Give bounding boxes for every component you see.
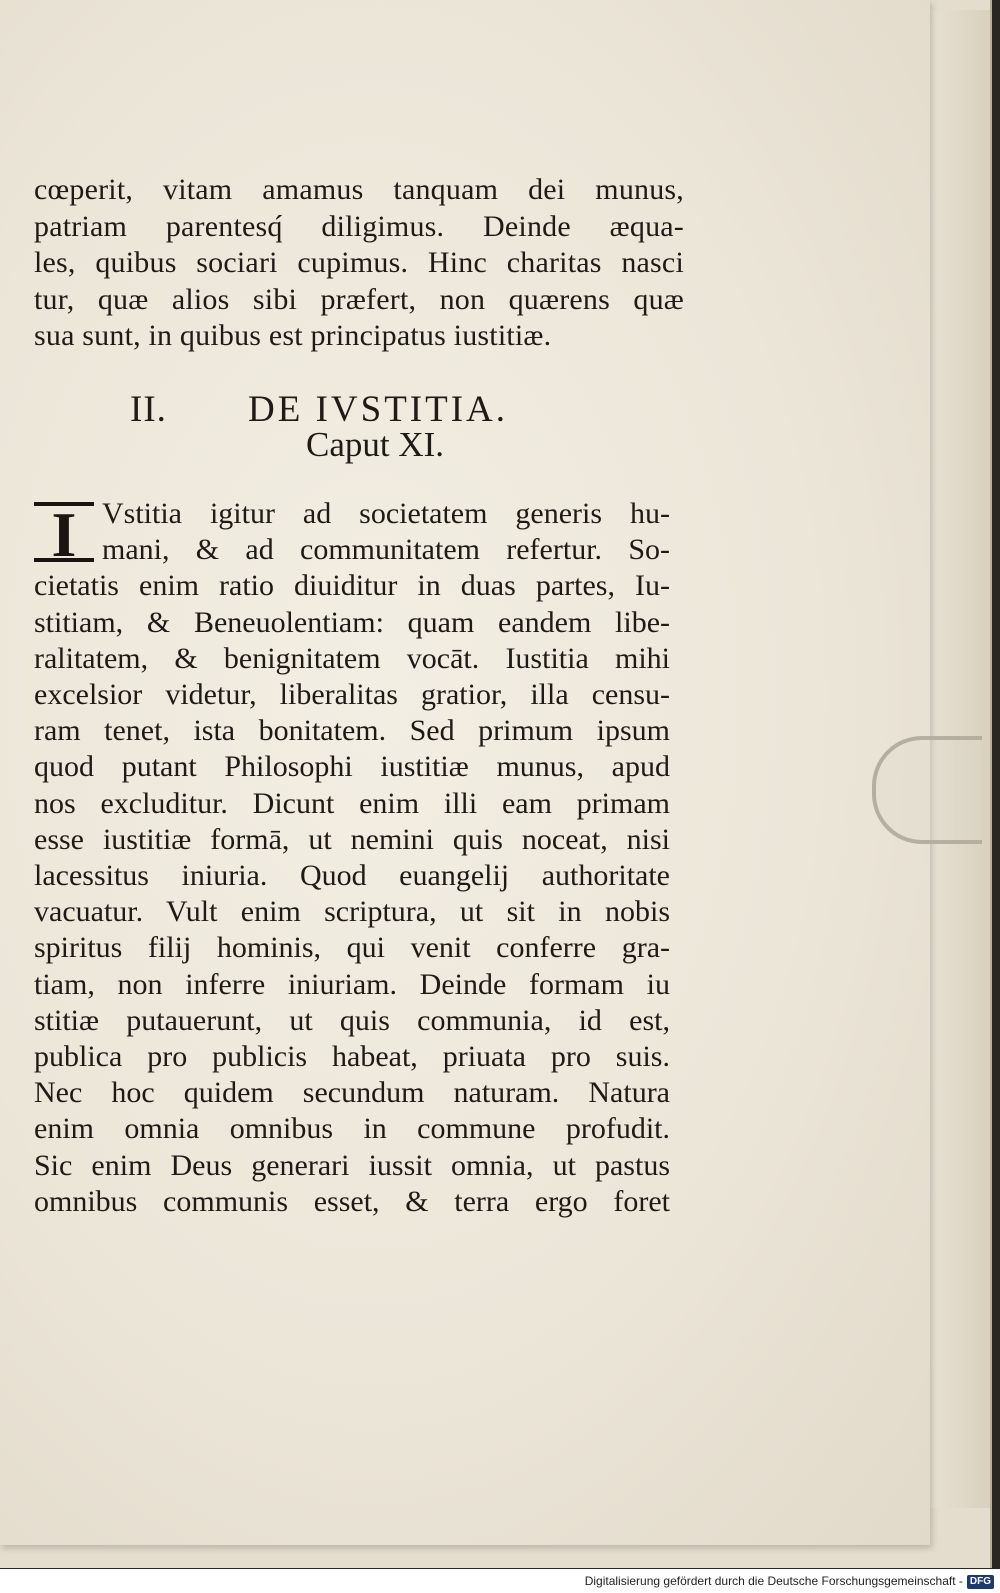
- chapter-body: [34, 496, 670, 1220]
- text-line: publica pro publicis habeat, priuata pro suis.: [34, 1040, 670, 1074]
- section-title: DE IVSTITIA.: [248, 389, 509, 430]
- text-line: ram tenet, ista bonitatem. Sed primum ipsum: [34, 714, 670, 748]
- text-line: excelsior videtur, liberalitas gratior, illa censu-: [34, 678, 670, 712]
- text-line: quod putant Philosophi iustitiæ munus, apud: [34, 750, 670, 784]
- text-line: mani, & ad communitatem refertur. So-: [102, 533, 670, 567]
- text-line: nos excluditur. Dicunt enim illi eam primam: [34, 786, 670, 820]
- text-line: Sic enim Deus generari iussit omnia, ut pastus: [34, 1148, 670, 1182]
- text-line: cietatis enim ratio diuiditur in duas partes, Iu-: [34, 569, 670, 603]
- text-line: spiritus filij hominis, qui venit conferre gra-: [34, 931, 670, 965]
- text-line: stitiam, & Beneuolentiam: quam eandem libe-: [34, 605, 670, 639]
- text-line: stitiæ putauerunt, ut quis communia, id est,: [34, 1003, 670, 1037]
- chapter-label: Caput XI.: [306, 425, 445, 464]
- text-line: omnibus communis esset, & terra ergo foret: [34, 1184, 670, 1218]
- text-line: Vstitia igitur ad societatem generis hu-: [102, 497, 670, 530]
- top-paragraph: [34, 172, 684, 355]
- text-line: les, quibus sociari cupimus. Hinc charitas nasci: [34, 246, 684, 280]
- text-line: esse iustitiæ formā, ut nemini quis noceat, nisi: [34, 822, 670, 856]
- credit-text: Digitalisierung gefördert durch die Deutsche Forschungsgemeinschaft -: [584, 1574, 963, 1588]
- text-line: lacessitus iniuria. Quod euangelij authoritate: [34, 859, 670, 893]
- text-line: cœperit, vitam amamus tanquam dei munus,: [34, 173, 684, 206]
- text-line: enim omnia omnibus in commune profudit.: [34, 1112, 670, 1146]
- text-line: tur, quæ alios sibi præfert, non quærens quæ: [34, 282, 684, 316]
- text-line: sua sunt, in quibus est principatus iustitiæ.: [34, 319, 552, 353]
- section-number: II.: [130, 389, 167, 430]
- digitization-credit: [0, 1569, 1000, 1593]
- text-line: Nec hoc quidem secundum naturam. Natura: [34, 1076, 670, 1110]
- text-line: vacuatur. Vult enim scriptura, ut sit in nobis: [34, 895, 670, 929]
- dfg-logo-icon: DFG: [967, 1575, 994, 1589]
- decorated-initial: I: [34, 502, 94, 562]
- text-line: ralitatem, & benignitatem vocāt. Iustitia mihi: [34, 641, 670, 675]
- text-line: tiam, non inferre iniuriam. Deinde formam iu: [34, 967, 670, 1001]
- paper-clip: [872, 736, 982, 844]
- text-line: patriam parentesq́ diligimus. Deinde æqua-: [34, 209, 684, 243]
